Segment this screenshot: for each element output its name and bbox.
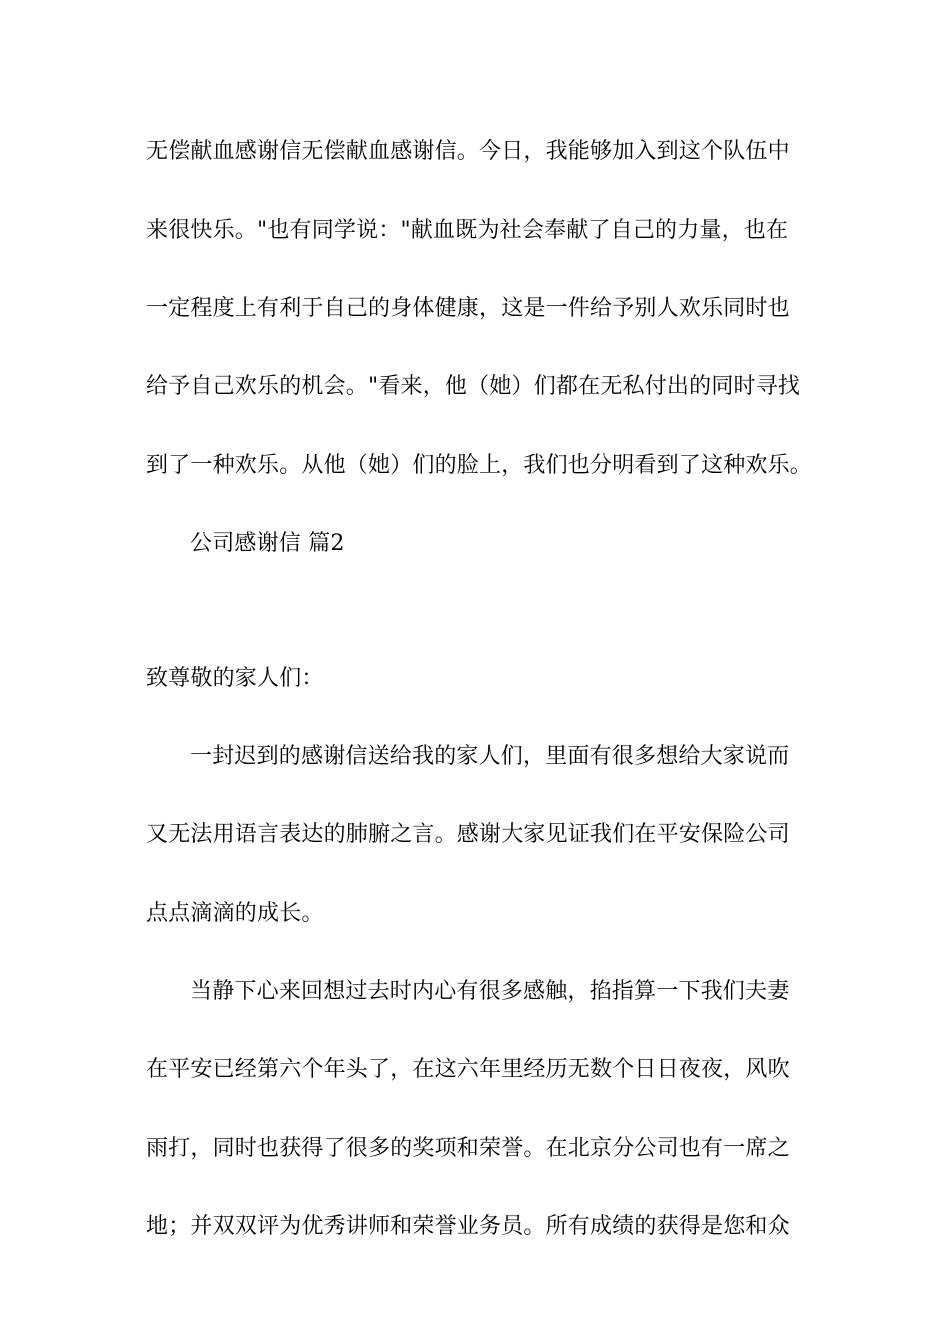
text-line: 一定程度上有利于自己的身体健康，这是一件给予别人欢乐同时也	[146, 296, 790, 321]
text-line: 无偿献血感谢信无偿献血感谢信。今日，我能够加入到这个队伍中	[146, 139, 790, 164]
paragraph-line: 地；并双双评为优秀讲师和荣誉业务员。所有成绩的获得是您和众	[146, 1214, 790, 1239]
salutation: 致尊敬的家人们：	[146, 666, 324, 691]
paragraph-line: 又无法用语言表达的肺腑之言。感谢大家见证我们在平安保险公司	[146, 822, 790, 847]
text-line: 来很快乐。"也有同学说："献血既为社会奉献了自己的力量，也在	[146, 218, 789, 243]
paragraph-line: 当静下心来回想过去时内心有很多感触，掐指算一下我们夫妻	[190, 979, 790, 1004]
text-line: 到了一种欢乐。从他（她）们的脸上，我们也分明看到了这种欢乐。	[146, 453, 813, 478]
section-heading: 公司感谢信 篇2	[190, 531, 345, 556]
paragraph-line: 一封迟到的感谢信送给我的家人们，里面有很多想给大家说而	[190, 744, 790, 769]
paragraph-line: 雨打，同时也获得了很多的奖项和荣誉。在北京分公司也有一席之	[146, 1136, 790, 1161]
paragraph-line: 在平安已经第六个年头了，在这六年里经历无数个日日夜夜，风吹	[146, 1057, 790, 1082]
paragraph-line: 点点滴滴的成长。	[146, 901, 324, 926]
text-line: 给予自己欢乐的机会。"看来，他（她）们都在无私付出的同时寻找	[146, 374, 801, 399]
